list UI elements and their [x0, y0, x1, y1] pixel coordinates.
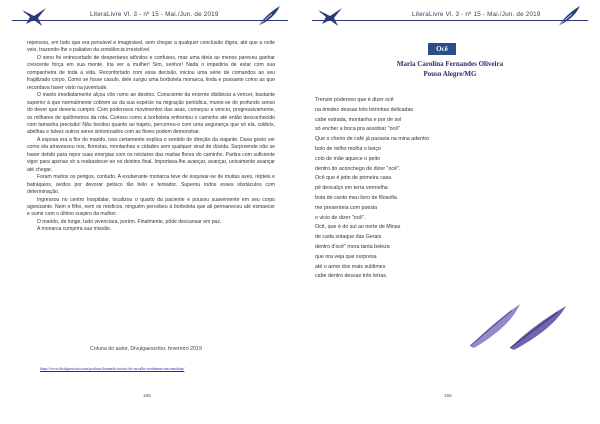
- source-link[interactable]: https://www.divulgaescritor.com/products/fernando-tacioto-de-carvalho-retalmente-uns-ensobuja/: [40, 367, 185, 371]
- poem-line: Que o cheiro de café já passeia na mina adentro: [315, 136, 430, 143]
- poem-line: me presenteia com poesia: [315, 204, 378, 211]
- poem-body: [315, 96, 495, 282]
- feather-decoration-icon: [462, 292, 572, 352]
- poem-line: dentro do aconchego de dizer "ocê".: [315, 165, 401, 172]
- poem-line: de cada sotaque das Gerais: [315, 234, 382, 241]
- right-page: [300, 0, 600, 424]
- paragraph: A monarca cumprira sua missão.: [37, 226, 112, 233]
- paragraph: A esposa era a flor do marido, isso certamente explica o sentido de direção da viajante. Dava gosto ver como ela atravessou rios, florestas, montanhas e cidades sem qualquer sinal de dúvida. Surpreende não se haver detido para repor suas energias com os néctares das muitas flores do caminho. Partira com suficiente vigor para apenas vir a reabastecer-se no destino final. Importava-lhe avançar, avançar, unicamente avançar até chegar.: [27, 136, 275, 173]
- feather-icon: [470, 304, 520, 348]
- feather-pen-icon: [254, 4, 282, 28]
- article-body: [27, 40, 275, 234]
- poem-line: Ocê que é jetin de primeira casa: [315, 175, 392, 182]
- poem-line: cabe dentro dessas três letras.: [315, 273, 388, 280]
- poem-line: até o amor dos mais sublimes: [315, 263, 386, 270]
- bird-logo-icon: [316, 4, 344, 28]
- page-header: [312, 6, 588, 28]
- feather-pen-icon: [554, 4, 582, 28]
- poem-line: o vicio de dizer "ocê".: [315, 214, 366, 221]
- paragraph: O sono foi entrecortado de despertares atônitos e confusos, mas uma ideia ao menos pareceu ganhar crescente força em sua mente. Iria ver a mulher! Sim, senhor! Nada o impediria de estar com sua companheira de toda a vida. Reconfortado com essa decisão, iniciou uma série de comandos ao seu fragilizado corpo. Como se fosse casulo, dele surgiu uma borboleta monarca, linda e possante como as que recordava haver visto na juventude.: [27, 54, 275, 91]
- poem-line: colo de mãe aquece o peito: [315, 155, 381, 162]
- poem-line: dentro d'ocê" mora tanta beleza: [315, 243, 390, 250]
- poem-line: bota de canto meu livro de filosofia: [315, 194, 397, 201]
- paragraph: Ingressou no centro hospitalar, localizou o quarto da paciente e pousou suavemente em seu corpo agonizante. Nem o filho, nem os médicos, ninguém percebeu à borboleta que ali permaneceu até esmaecer e sumir com o último suspiro da mulher.: [27, 196, 275, 218]
- page-number: 165: [143, 393, 151, 398]
- page-header: [12, 6, 288, 28]
- paragraph: O inseto imediatamente alçou vôo rumo ao destino. Consciente da enorme distância a vencer, bastante superior à que normalmente cobrem as da sua espécie na migração periódica, munio-se do profundo senso do dever que deveria cumprir. Com poderosos movimentos das asas, começou a vencer, progressivamente, os milhares de quilômetros da rota. Curioso como a borboleta enfrentou o caminho até então desconhecido com tamanha precisão! Não hesitou quanto ao trajeto, percorreu-o com uma segurança que só ela, colibris, abelhas e talvez outros seres sintonizados com as flores podem demonstrar.: [27, 92, 275, 136]
- paragraph: O marido, de longe, tudo vivenciara, porém. Finalmente, pôde descansar em paz.: [37, 218, 222, 225]
- poem-line: na timidez dessas três letrinhas delicadas: [315, 106, 414, 113]
- header-rule: [312, 20, 588, 21]
- feather-icon: [510, 306, 566, 350]
- header-title: LiteraLivre Vl. 3 - nº 15 - Mai./Jun. de 2019: [90, 11, 219, 18]
- poem-line: cabe estrada, montanha e por de sol: [315, 116, 402, 123]
- header-title: LiteraLivre Vl. 3 - nº 15 - Mai./Jun. de 2019: [412, 11, 541, 18]
- poem-line: que ora veja que surpresa: [315, 253, 377, 260]
- page-number: 166: [444, 393, 452, 398]
- poem-line: Trenzin poderoso que é dizer ocê: [315, 97, 394, 103]
- poem-line: só encher a boca pra assobiar "ocê": [315, 126, 401, 133]
- poem-line: bolo de milho molha o beiço: [315, 145, 381, 152]
- author-place: Pouso Alegre/MG: [423, 70, 477, 78]
- poem-title: Ocê: [428, 43, 456, 55]
- poem-line: Ocê, que é do sul ao norte de Minas: [315, 224, 401, 231]
- paragraph: Foram muitos os perigos, contudo. A exuberante monarca teve de esquivar-se de muitas aves, répteis e batráquios, ávidos por devorar petisco tão belo e tentador. Superou todos esses obstáculos com determinação.: [27, 174, 275, 196]
- author-name: Maria Carolina Fernandes Oliveira: [396, 60, 504, 68]
- bird-logo-icon: [20, 4, 48, 28]
- header-rule: [12, 20, 288, 21]
- paragraph: repensou, em tudo que era pensável e imaginável, sem chegar a qualquer conclusão digna, até que a noite veio, trazendo-lhe o paliativo da sonolência irresistível.: [27, 40, 275, 54]
- author-credit: Coluna do autor, Divulgaescritor, fevereiro 2019: [90, 346, 202, 352]
- poem-line: pé descalço em terra vermelha: [315, 185, 388, 192]
